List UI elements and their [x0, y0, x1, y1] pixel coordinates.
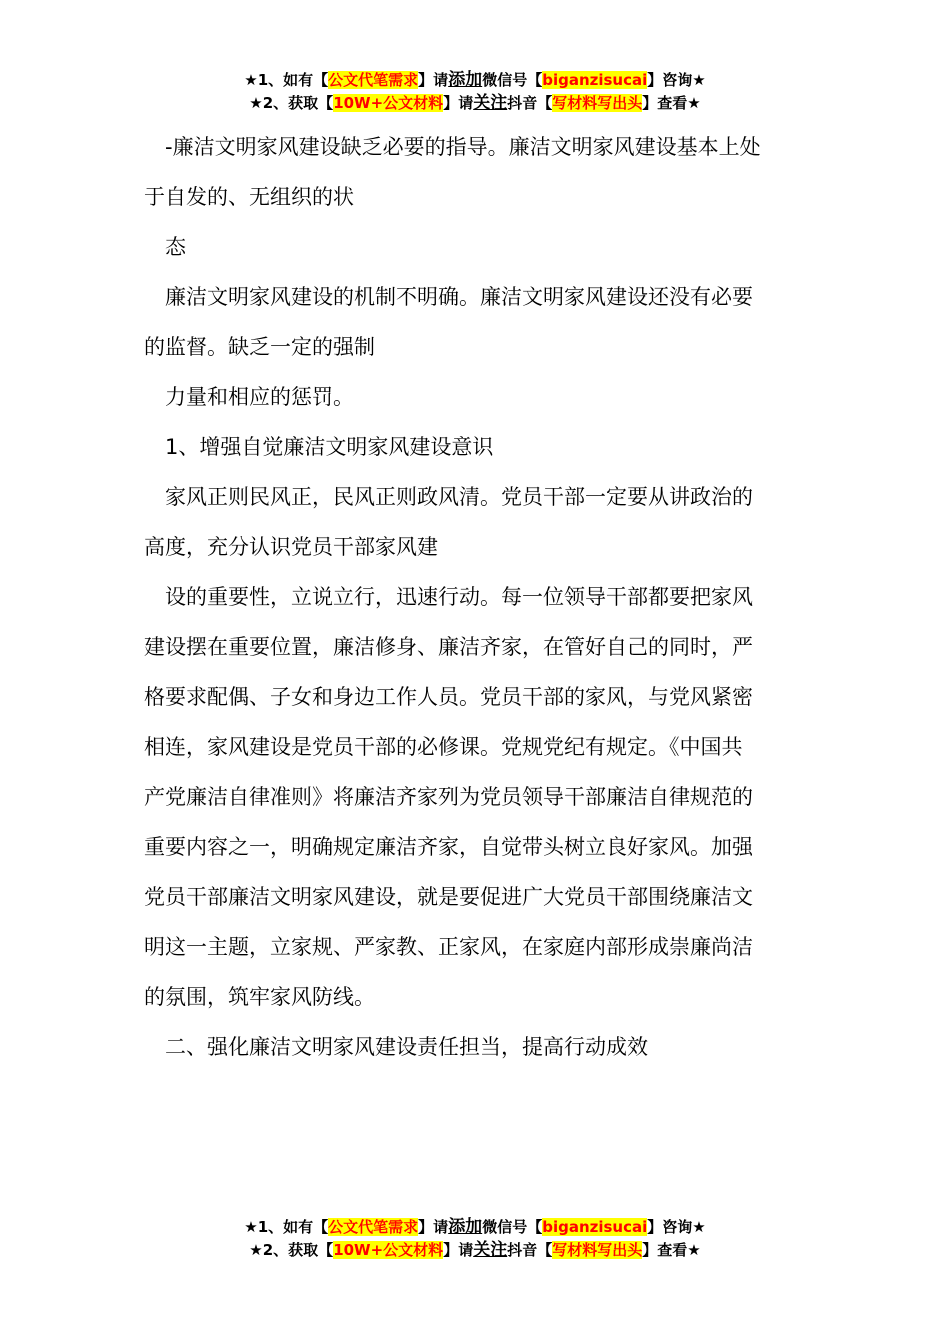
banner-emphasis: 关注 — [473, 93, 508, 113]
banner-text: ★2、获取【 — [249, 94, 334, 112]
banner-text: 】咨询★ — [647, 71, 706, 89]
banner-text: 】查看★ — [642, 94, 701, 112]
body-line: 的氛围，筑牢家风防线。 — [144, 985, 375, 1009]
banner-text: ★1、如有【 — [244, 71, 329, 89]
banner-text: ★2、获取【 — [249, 1241, 334, 1259]
banner-text: 】查看★ — [642, 1241, 701, 1259]
section-heading: 1、增强自觉廉洁文明家风建设意识 — [165, 435, 494, 459]
highlight-wechat-id: biganzisucai — [542, 71, 648, 89]
body-line: 党员干部廉洁文明家风建设，就是要促进广大党员干部围绕廉洁文 — [144, 885, 753, 909]
body-line: 家风正则民风正，民风正则政风清。党员干部一定要从讲政治的 — [165, 485, 753, 509]
body-line: 的监督。缺乏一定的强制 — [144, 335, 375, 359]
highlight-service: 公文代笔需求 — [328, 1218, 419, 1236]
document-body — [144, 122, 812, 1072]
banner-text: 抖音【 — [507, 1241, 553, 1259]
banner-text: ★1、如有【 — [244, 1218, 329, 1236]
section-heading: 二、强化廉洁文明家风建设责任担当，提高行动成效 — [165, 1035, 648, 1059]
body-line: 态 — [165, 235, 186, 259]
banner-emphasis: 添加 — [448, 70, 483, 90]
banner-line-2 — [0, 1239, 950, 1262]
body-line: 格要求配偶、子女和身边工作人员。党员干部的家风，与党风紧密 — [144, 685, 753, 709]
highlight-materials: 10W+公文材料 — [333, 94, 444, 112]
highlight-douyin-account: 写材料写出头 — [552, 1241, 643, 1259]
banner-text: 】请 — [443, 1241, 474, 1259]
banner-line-1 — [0, 1216, 950, 1239]
body-line: -廉洁文明家风建设缺乏必要的指导。廉洁文明家风建设基本上处 — [165, 135, 761, 159]
body-line: 明这一主题，立家规、严家教、正家风，在家庭内部形成崇廉尚洁 — [144, 935, 753, 959]
header-banner — [0, 69, 950, 115]
footer-banner — [0, 1216, 950, 1262]
body-line: 重要内容之一，明确规定廉洁齐家，自觉带头树立良好家风。加强 — [144, 835, 753, 859]
body-line: 高度，充分认识党员干部家风建 — [144, 535, 438, 559]
body-line: 建设摆在重要位置，廉洁修身、廉洁齐家，在管好自己的同时，严 — [144, 635, 753, 659]
body-line: 设的重要性，立说立行，迅速行动。每一位领导干部都要把家风 — [165, 585, 753, 609]
highlight-douyin-account: 写材料写出头 — [552, 94, 643, 112]
banner-text: 抖音【 — [507, 94, 553, 112]
banner-emphasis: 关注 — [473, 1240, 508, 1260]
banner-text: 】咨询★ — [647, 1218, 706, 1236]
highlight-wechat-id: biganzisucai — [542, 1218, 648, 1236]
body-line: 产党廉洁自律准则》将廉洁齐家列为党员领导干部廉洁自律规范的 — [144, 785, 753, 809]
banner-text: 】请 — [443, 94, 474, 112]
body-line: 于自发的、无组织的状 — [144, 185, 354, 209]
highlight-service: 公文代笔需求 — [328, 71, 419, 89]
banner-text: 】请 — [418, 1218, 449, 1236]
body-line: 廉洁文明家风建设的机制不明确。廉洁文明家风建设还没有必要 — [165, 285, 753, 309]
highlight-materials: 10W+公文材料 — [333, 1241, 444, 1259]
body-line: 相连，家风建设是党员干部的必修课。党规党纪有规定。《中国共 — [144, 735, 743, 759]
banner-line-2 — [0, 92, 950, 115]
banner-text: 微信号【 — [482, 71, 543, 89]
body-line: 力量和相应的惩罚。 — [165, 385, 354, 409]
banner-text: 】请 — [418, 71, 449, 89]
banner-emphasis: 添加 — [448, 1217, 483, 1237]
banner-text: 微信号【 — [482, 1218, 543, 1236]
banner-line-1 — [0, 69, 950, 92]
